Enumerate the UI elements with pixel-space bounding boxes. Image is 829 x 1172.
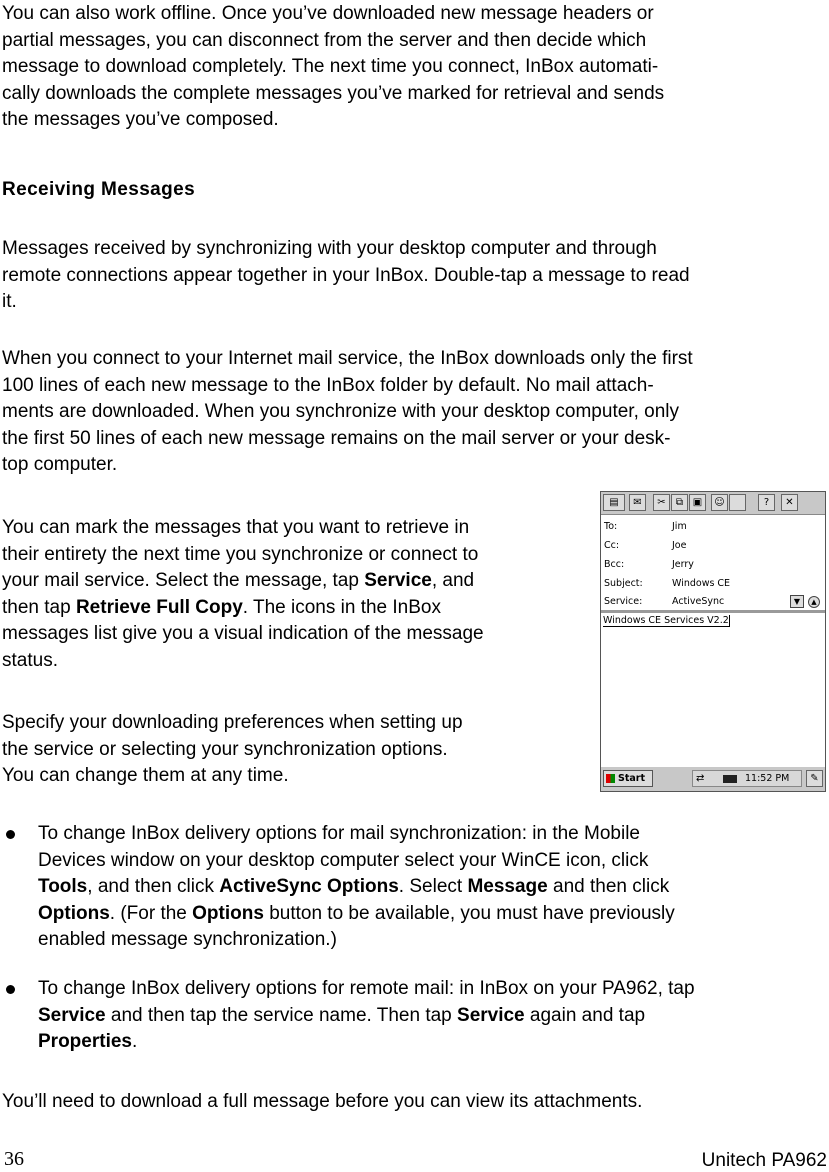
address-icon: ☺: [711, 494, 728, 511]
bcc-label: Bcc:: [604, 559, 625, 570]
internet-mail-paragraph: When you connect to your Internet mail service, the InBox downloads only the first 100 lines of each new message to the InBox folder by default. No mail attach- ments are downloaded. When you synchronize with your desktop computer, only the first 50 lines of each new message remains on the mail server or your desk- top computer.: [2, 348, 693, 475]
bullet-dot: [6, 985, 15, 994]
blank-icon: [729, 494, 746, 511]
taskbar: [601, 766, 825, 791]
cut-icon: ✂: [653, 494, 670, 511]
copy-icon: ⧉: [671, 494, 688, 511]
cc-value: Joe: [672, 540, 687, 551]
bullet-dot: [6, 830, 15, 839]
preferences-paragraph: Specify your downloading preferences when setting up the service or selecting your synchronization options. You can change them at any time.: [2, 712, 463, 786]
service-label: Service:: [604, 596, 643, 607]
keyboard-icon[interactable]: [723, 775, 737, 783]
section-heading: Receiving Messages: [2, 179, 196, 200]
clock: 11:52 PM: [745, 773, 790, 784]
device-toolbar: [601, 492, 825, 515]
service-value: ActiveSync: [672, 596, 725, 607]
header-separator: [601, 610, 825, 613]
retrieve-paragraph: You can mark the messages that you want to retrieve in their entirety the next time you synchronize or connect to your mail service. Select the message, tap Service, and then tap Retrieve Full Copy. The icons in the InBox messages list give you a visual indication of the message status.: [2, 517, 484, 671]
system-tray: [692, 770, 802, 787]
to-value: Jim: [672, 521, 687, 532]
bcc-value: Jerry: [672, 559, 694, 570]
footer-title: Unitech PA962: [701, 1150, 827, 1171]
input-panel-icon[interactable]: ✎: [806, 770, 823, 787]
help-icon: ?: [758, 494, 775, 511]
page-number: 36: [4, 1148, 24, 1170]
attachments-paragraph: You’ll need to download a full message before you can view its attachments.: [2, 1091, 643, 1112]
cc-label: Cc:: [604, 540, 620, 551]
collapse-header-icon[interactable]: ▲: [808, 596, 820, 608]
subject-label: Subject:: [604, 578, 643, 589]
send-icon: ✉: [629, 494, 646, 511]
message-body[interactable]: Windows CE Services V2.2: [603, 615, 729, 626]
to-label: To:: [604, 521, 618, 532]
subject-value: Windows CE: [672, 578, 731, 589]
service-dropdown-icon[interactable]: ▼: [790, 595, 804, 608]
receiving-paragraph: Messages received by synchronizing with your desktop computer and through remote connections appear together in your InBox. Double-tap a message to read it.: [2, 238, 690, 312]
sync-icon: ⇄: [696, 773, 705, 784]
paste-icon: ▣: [689, 494, 706, 511]
device-screenshot: [600, 491, 826, 792]
windows-logo-icon: [606, 774, 615, 783]
close-icon: ✕: [781, 494, 798, 511]
start-button[interactable]: Start: [603, 770, 653, 787]
menu-icon: ▤: [603, 494, 625, 511]
intro-paragraph: You can also work offline. Once you’ve downloaded new message headers or partial messages, you can disconnect from the server and then decide which message to download completely. The next time you connect, InBox automati- cally downloads the complete messages you’ve marked for retrieval and sends the messages you’ve composed.: [2, 3, 665, 130]
